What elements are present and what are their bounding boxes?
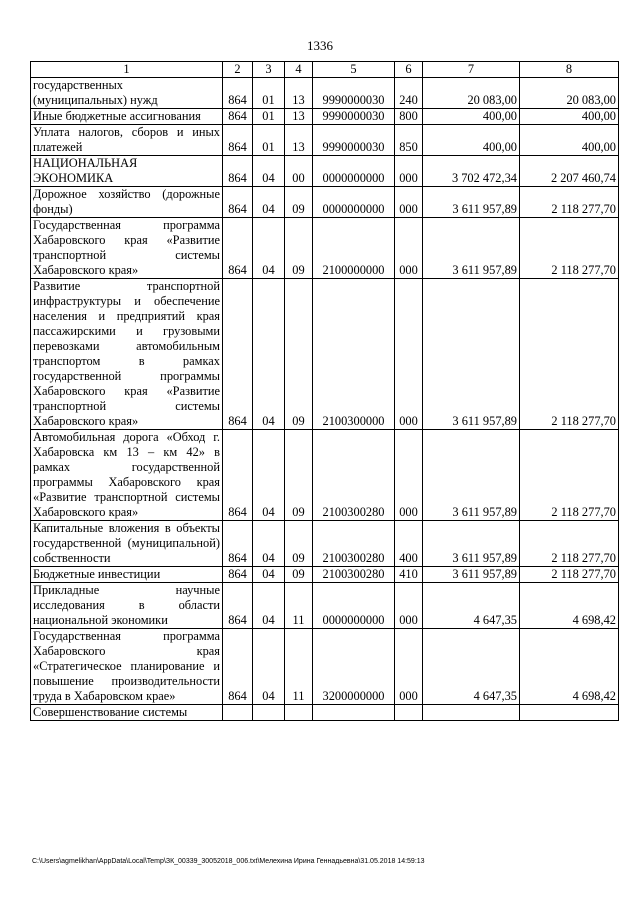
expense-type-cell <box>395 705 423 721</box>
expense-type-cell: 000 <box>395 218 423 279</box>
expense-type-cell: 000 <box>395 629 423 705</box>
subsection-cell: 09 <box>285 279 313 430</box>
subsection-cell: 09 <box>285 567 313 583</box>
amount-cell: 3 611 957,89 <box>423 187 520 218</box>
subsection-cell: 09 <box>285 187 313 218</box>
table-row <box>31 430 619 521</box>
amount-cell: 4 698,42 <box>520 629 619 705</box>
column-header: 7 <box>423 62 520 78</box>
column-header: 1 <box>31 62 223 78</box>
code-cell <box>223 705 253 721</box>
amount-cell: 2 118 277,70 <box>520 218 619 279</box>
amount-cell: 3 611 957,89 <box>423 279 520 430</box>
code-cell: 864 <box>223 567 253 583</box>
table-row <box>31 156 619 187</box>
subsection-cell: 00 <box>285 156 313 187</box>
table-row <box>31 705 619 721</box>
target-article-cell: 2100300280 <box>313 567 395 583</box>
amount-cell: 400,00 <box>520 125 619 156</box>
row-name-cell: Иные бюджетные ассигнования <box>31 109 223 125</box>
row-name-cell: государственных (муниципальных) нужд <box>31 78 223 109</box>
amount-cell: 2 207 460,74 <box>520 156 619 187</box>
table-row <box>31 521 619 567</box>
target-article-cell: 2100300000 <box>313 279 395 430</box>
column-header: 8 <box>520 62 619 78</box>
code-cell: 864 <box>223 430 253 521</box>
section-cell: 01 <box>253 78 285 109</box>
target-article-cell: 0000000000 <box>313 583 395 629</box>
section-cell: 04 <box>253 279 285 430</box>
amount-cell: 20 083,00 <box>423 78 520 109</box>
subsection-cell: 13 <box>285 125 313 156</box>
code-cell: 864 <box>223 583 253 629</box>
file-path-footer: C:\Users\agmelikhan\AppData\Local\Temp\ЗК_00339_30052018_006.txt\Мелехина Ирина Геннадьевна\31.05.2018 14:59:13 <box>32 858 425 865</box>
expense-type-cell: 000 <box>395 187 423 218</box>
amount-cell: 3 611 957,89 <box>423 430 520 521</box>
expense-type-cell: 410 <box>395 567 423 583</box>
column-header: 2 <box>223 62 253 78</box>
expense-type-cell: 000 <box>395 156 423 187</box>
target-article-cell <box>313 705 395 721</box>
header-row <box>31 62 619 78</box>
code-cell: 864 <box>223 156 253 187</box>
amount-cell <box>423 705 520 721</box>
target-article-cell: 2100300280 <box>313 430 395 521</box>
expense-type-cell: 000 <box>395 583 423 629</box>
code-cell: 864 <box>223 629 253 705</box>
amount-cell: 4 647,35 <box>423 583 520 629</box>
expense-type-cell: 850 <box>395 125 423 156</box>
expense-type-cell: 240 <box>395 78 423 109</box>
section-cell <box>253 705 285 721</box>
amount-cell: 2 118 277,70 <box>520 567 619 583</box>
section-cell: 04 <box>253 629 285 705</box>
table-row <box>31 218 619 279</box>
target-article-cell: 0000000000 <box>313 156 395 187</box>
amount-cell: 3 611 957,89 <box>423 218 520 279</box>
code-cell: 864 <box>223 187 253 218</box>
row-name-cell: Бюджетные инвестиции <box>31 567 223 583</box>
subsection-cell <box>285 705 313 721</box>
expense-type-cell: 400 <box>395 521 423 567</box>
subsection-cell: 09 <box>285 430 313 521</box>
subsection-cell: 11 <box>285 583 313 629</box>
section-cell: 01 <box>253 125 285 156</box>
target-article-cell: 3200000000 <box>313 629 395 705</box>
amount-cell: 2 118 277,70 <box>520 430 619 521</box>
target-article-cell: 0000000000 <box>313 187 395 218</box>
row-name-cell: Капитальные вложения в объекты государственной (муниципальной) собственности <box>31 521 223 567</box>
page-number: 1336 <box>307 38 333 53</box>
column-header: 4 <box>285 62 313 78</box>
amount-cell: 400,00 <box>423 125 520 156</box>
code-cell: 864 <box>223 78 253 109</box>
row-name-cell: Дорожное хозяйство (дорожные фонды) <box>31 187 223 218</box>
table-row <box>31 567 619 583</box>
table-row <box>31 78 619 109</box>
amount-cell: 4 647,35 <box>423 629 520 705</box>
amount-cell: 400,00 <box>423 109 520 125</box>
code-cell: 864 <box>223 279 253 430</box>
subsection-cell: 13 <box>285 78 313 109</box>
budget-table <box>30 61 619 721</box>
section-cell: 04 <box>253 583 285 629</box>
table-row <box>31 109 619 125</box>
code-cell: 864 <box>223 125 253 156</box>
section-cell: 04 <box>253 156 285 187</box>
target-article-cell: 9990000030 <box>313 125 395 156</box>
row-name-cell: Уплата налогов, сборов и иных платежей <box>31 125 223 156</box>
expense-type-cell: 000 <box>395 430 423 521</box>
table-row <box>31 279 619 430</box>
amount-cell: 400,00 <box>520 109 619 125</box>
column-header: 3 <box>253 62 285 78</box>
amount-cell: 3 611 957,89 <box>423 567 520 583</box>
code-cell: 864 <box>223 521 253 567</box>
amount-cell: 2 118 277,70 <box>520 521 619 567</box>
section-cell: 04 <box>253 521 285 567</box>
amount-cell <box>520 705 619 721</box>
row-name-cell: НАЦИОНАЛЬНАЯ ЭКОНОМИКА <box>31 156 223 187</box>
expense-type-cell: 800 <box>395 109 423 125</box>
amount-cell: 20 083,00 <box>520 78 619 109</box>
target-article-cell: 9990000030 <box>313 78 395 109</box>
expense-type-cell: 000 <box>395 279 423 430</box>
amount-cell: 3 702 472,34 <box>423 156 520 187</box>
code-cell: 864 <box>223 218 253 279</box>
row-name-cell: Государственная программа Хабаровского края «Развитие транспортной системы Хабаровского края» <box>31 218 223 279</box>
row-name-cell: Автомобильная дорога «Обход г. Хабаровска км 13 – км 42» в рамках государственной программы Хабаровского края «Развитие транспортной системы Хабаровского края» <box>31 430 223 521</box>
subsection-cell: 13 <box>285 109 313 125</box>
column-header: 6 <box>395 62 423 78</box>
column-header: 5 <box>313 62 395 78</box>
target-article-cell: 9990000030 <box>313 109 395 125</box>
row-name-cell: Государственная программа Хабаровского края «Стратегическое планирование и повышение производительности труда в Хабаровском крае» <box>31 629 223 705</box>
section-cell: 04 <box>253 430 285 521</box>
table-row <box>31 187 619 218</box>
subsection-cell: 09 <box>285 521 313 567</box>
row-name-cell: Совершенствование системы <box>31 705 223 721</box>
target-article-cell: 2100300280 <box>313 521 395 567</box>
amount-cell: 2 118 277,70 <box>520 279 619 430</box>
subsection-cell: 09 <box>285 218 313 279</box>
code-cell: 864 <box>223 109 253 125</box>
table-row <box>31 125 619 156</box>
table-row <box>31 629 619 705</box>
target-article-cell: 2100000000 <box>313 218 395 279</box>
section-cell: 04 <box>253 218 285 279</box>
amount-cell: 2 118 277,70 <box>520 187 619 218</box>
subsection-cell: 11 <box>285 629 313 705</box>
table-row <box>31 583 619 629</box>
section-cell: 01 <box>253 109 285 125</box>
row-name-cell: Развитие транспортной инфраструктуры и обеспечение населения и предприятий края пассажирскими и грузовыми перевозками автомобильным транспортом в рамках государственной программы Хабаровского края «Развитие транспортной системы Хабаровского края» <box>31 279 223 430</box>
amount-cell: 4 698,42 <box>520 583 619 629</box>
amount-cell: 3 611 957,89 <box>423 521 520 567</box>
section-cell: 04 <box>253 187 285 218</box>
row-name-cell: Прикладные научные исследования в области национальной экономики <box>31 583 223 629</box>
section-cell: 04 <box>253 567 285 583</box>
